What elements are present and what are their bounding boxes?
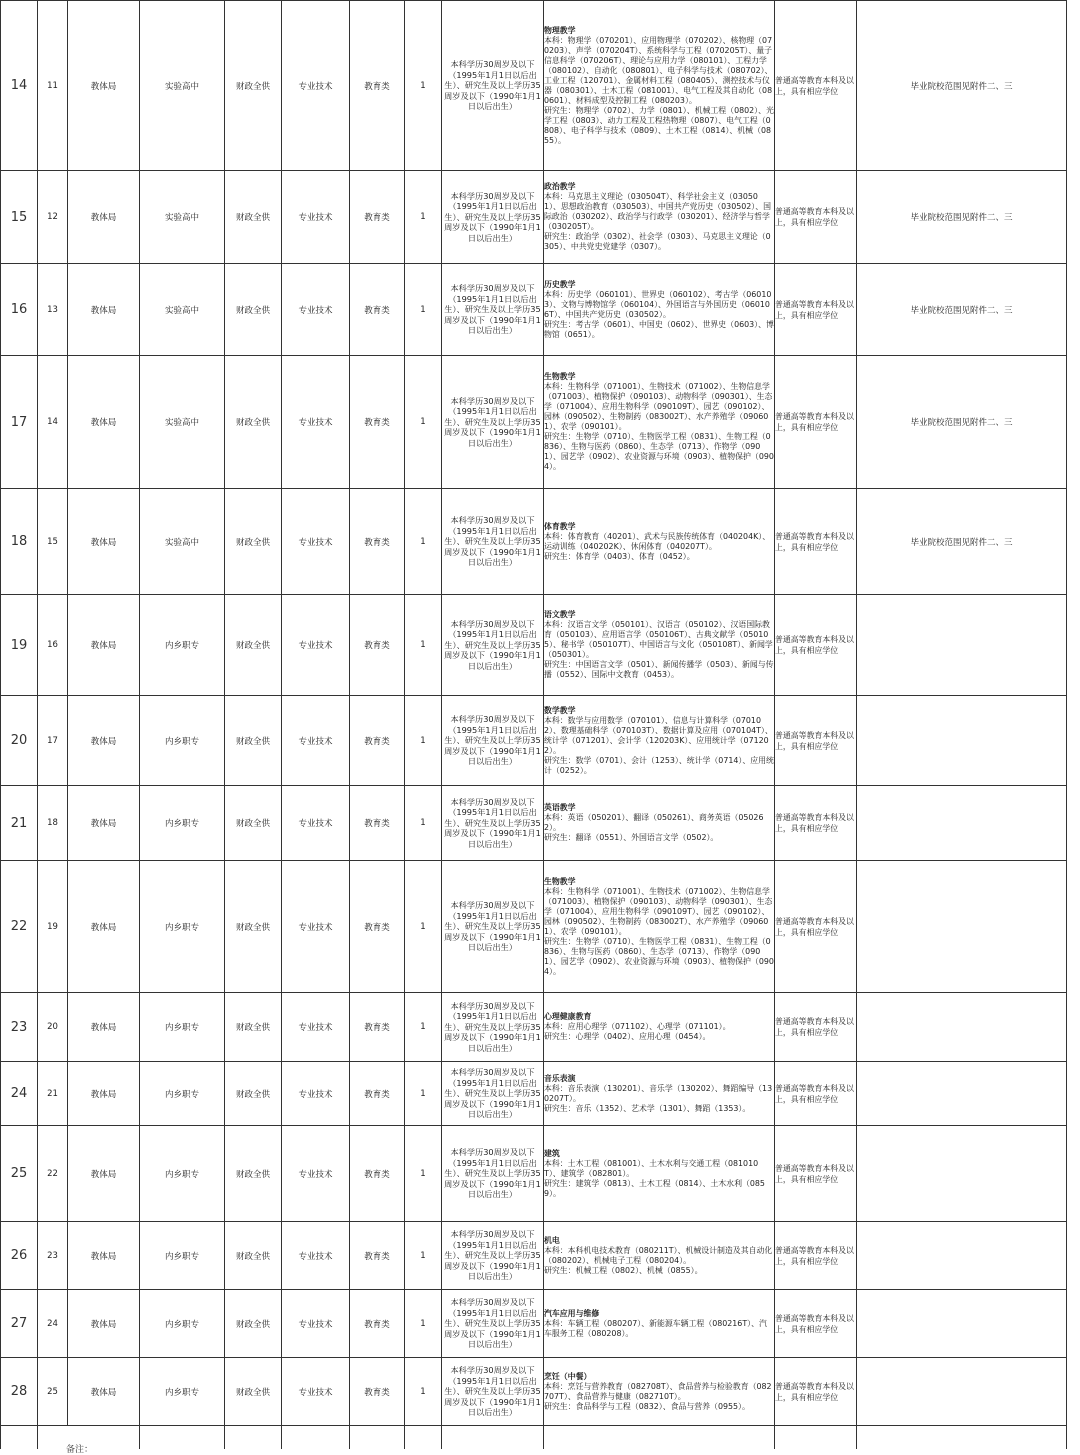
funding-type: 财政全供	[225, 1062, 282, 1126]
table-row	[1, 861, 1067, 993]
degree-requirement: 普通高等教育本科及以上，具有相应学位	[775, 861, 857, 993]
major-line: 本科：马克思主义理论（030504T）、科学社会主义（030501）、思想政治教育（030503）、中国共产党历史（030502）、国际政治（030202）、政治学与行政学（030201）、经济学与哲学（030205T）。	[544, 192, 772, 231]
row-number[interactable]: 21	[1, 786, 38, 861]
age-requirement: 本科学历30周岁及以下（1995年1月1日以后出生）、研究生及以上学历35周岁及以下（1990年1月1日以后出生）	[442, 861, 544, 993]
employer-unit: 内乡职专	[140, 696, 225, 786]
headcount: 1	[405, 696, 442, 786]
major-line: 研究生：政治学（0302）、社会学（0303）、马克思主义理论（0305）、中共党史党建学（0307）。	[544, 232, 771, 251]
post-category: 教育类	[350, 1, 405, 171]
major-title: 建筑	[544, 1148, 560, 1158]
remark: 毕业院校范围见附件二、三	[857, 489, 1067, 595]
serial-no: 22	[38, 1126, 68, 1222]
major-requirement	[544, 1290, 775, 1358]
major-line: 研究生：中国语言文学（0501）、新闻传播学（0503）、新闻与传播（0552）、国际中文教育（0453）。	[544, 660, 774, 679]
major-line: 研究生：食品科学与工程（0832）、食品与营养（0955）。	[544, 1401, 750, 1411]
major-requirement	[544, 1222, 775, 1290]
employer-unit: 内乡职专	[140, 1290, 225, 1358]
degree-requirement: 普通高等教育本科及以上，具有相应学位	[775, 1290, 857, 1358]
degree-requirement: 普通高等教育本科及以上，具有相应学位	[775, 1126, 857, 1222]
post-category: 教育类	[350, 993, 405, 1062]
post-category: 教育类	[350, 1290, 405, 1358]
employer-unit: 实验高中	[140, 489, 225, 595]
department: 教体局	[68, 1062, 140, 1126]
department: 教体局	[68, 861, 140, 993]
age-requirement: 本科学历30周岁及以下（1995年1月1日以后出生）、研究生及以上学历35周岁及以下（1990年1月1日以后出生）	[442, 171, 544, 264]
post-type: 专业技术	[282, 1062, 350, 1126]
age-requirement: 本科学历30周岁及以下（1995年1月1日以后出生）、研究生及以上学历35周岁及以下（1990年1月1日以后出生）	[442, 786, 544, 861]
degree-requirement: 普通高等教育本科及以上，具有相应学位	[775, 786, 857, 861]
major-line: 本科：车辆工程（080207）、新能源车辆工程（080216T）、汽车服务工程（080208）。	[544, 1318, 767, 1338]
funding-type: 财政全供	[225, 595, 282, 696]
headcount: 1	[405, 264, 442, 356]
remark	[857, 861, 1067, 993]
row-number[interactable]: 18	[1, 489, 38, 595]
funding-type: 财政全供	[225, 264, 282, 356]
post-category: 教育类	[350, 595, 405, 696]
major-line: 研究生：数学（0701）、会计（1253）、统计学（0714）、应用统计（0252）。	[544, 755, 774, 775]
funding-type: 财政全供	[225, 786, 282, 861]
table-row	[1, 786, 1067, 861]
headcount: 1	[405, 1126, 442, 1222]
row-number[interactable]: 24	[1, 1062, 38, 1126]
table-row	[1, 696, 1067, 786]
major-line: 本科：本科机电技术教育（080211T）、机械设计制造及其自动化（080202）、机械电子工程（080204）。	[544, 1245, 773, 1265]
major-requirement	[544, 861, 775, 993]
remark	[857, 1126, 1067, 1222]
major-line: 研究生：物理学（0702）、力学（0801）、机械工程（0802）、光学工程（0803）、动力工程及工程热物理（0807）、电气工程（0808）、电子科学与技术（0809）、土木工程（0814）、机械（0855）。	[544, 105, 774, 145]
major-requirement	[544, 489, 775, 595]
age-requirement: 本科学历30周岁及以下（1995年1月1日以后出生）、研究生及以上学历35周岁及以下（1990年1月1日以后出生）	[442, 1126, 544, 1222]
headcount: 1	[405, 1062, 442, 1126]
employer-unit: 内乡职专	[140, 1222, 225, 1290]
post-category: 教育类	[350, 1358, 405, 1426]
major-requirement	[544, 1062, 775, 1126]
funding-type: 财政全供	[225, 696, 282, 786]
major-title: 心理健康教育	[544, 1012, 592, 1021]
employer-unit: 内乡职专	[140, 595, 225, 696]
headcount: 1	[405, 489, 442, 595]
major-title: 数学教学	[544, 705, 576, 715]
major-title: 历史教学	[544, 279, 576, 289]
footer-fragment: 备注：	[66, 1445, 94, 1455]
post-category: 教育类	[350, 1222, 405, 1290]
table-row	[1, 993, 1067, 1062]
table-row	[1, 1222, 1067, 1290]
employer-unit: 内乡职专	[140, 1358, 225, 1426]
headcount: 1	[405, 1, 442, 171]
remark: 毕业院校范围见附件二、三	[857, 171, 1067, 264]
serial-no: 12	[38, 171, 68, 264]
employer-unit: 内乡职专	[140, 786, 225, 861]
serial-no: 17	[38, 696, 68, 786]
post-type: 专业技术	[282, 1358, 350, 1426]
row-number[interactable]: 28	[1, 1358, 38, 1426]
major-title: 英语教学	[544, 803, 576, 812]
major-line: 研究生：翻译（0551）、外国语言文学（0502）。	[544, 833, 719, 842]
remark	[857, 993, 1067, 1062]
funding-type: 财政全供	[225, 1290, 282, 1358]
post-type: 专业技术	[282, 356, 350, 489]
row-number[interactable]: 25	[1, 1126, 38, 1222]
table-row	[1, 1, 1067, 171]
remark	[857, 1222, 1067, 1290]
major-title: 体育教学	[544, 521, 576, 531]
department: 教体局	[68, 171, 140, 264]
major-line: 研究生：考古学（0601）、中国史（0602）、世界史（0603）、博物馆（0651）。	[544, 319, 774, 339]
serial-no: 15	[38, 489, 68, 595]
employer-unit: 内乡职专	[140, 861, 225, 993]
remark	[857, 595, 1067, 696]
post-category: 教育类	[350, 489, 405, 595]
funding-type: 财政全供	[225, 1358, 282, 1426]
table-row	[1, 1358, 1067, 1426]
major-title: 生物教学	[544, 372, 576, 381]
major-line: 本科：英语（050201）、翻译（050261）、商务英语（050262）。	[544, 813, 764, 832]
post-type: 专业技术	[282, 171, 350, 264]
headcount: 1	[405, 1290, 442, 1358]
headcount: 1	[405, 1222, 442, 1290]
post-type: 专业技术	[282, 993, 350, 1062]
post-type: 专业技术	[282, 489, 350, 595]
major-requirement	[544, 696, 775, 786]
funding-type: 财政全供	[225, 171, 282, 264]
serial-no: 23	[38, 1222, 68, 1290]
major-requirement	[544, 1126, 775, 1222]
serial-no: 16	[38, 595, 68, 696]
employer-unit: 实验高中	[140, 171, 225, 264]
major-line: 本科：汉语言文学（050101）、汉语言（050102）、汉语国际教育（050103）、应用语言学（050106T）、古典文献学（050105）、秘书学（050107T）、中国语言与文化（050108T）、新闻学（050301）。	[544, 620, 773, 659]
major-line: 本科：数学与应用数学（070101）、信息与计算科学（070102）、数理基础科学（070103T）、数据计算及应用（070104T）、统计学（071201）、会计学（120203K）、应用统计学（071202）。	[544, 715, 773, 755]
major-line: 研究生：机械工程（0802）、机械（0855）。	[544, 1265, 703, 1275]
major-line: 研究生：生物学（0710）、生物医学工程（0831）、生物工程（0836）、生物与医药（0860）、生态学（0713）、作物学（0901）、园艺学（0902）、农业资源与环境（0903）、植物保护（0904）。	[544, 936, 774, 976]
employer-unit: 内乡职专	[140, 1126, 225, 1222]
headcount: 1	[405, 356, 442, 489]
department: 教体局	[68, 786, 140, 861]
degree-requirement: 普通高等教育本科及以上，具有相应学位	[775, 1, 857, 171]
row-number[interactable]: 23	[1, 993, 38, 1062]
major-requirement	[544, 264, 775, 356]
post-type: 专业技术	[282, 1, 350, 171]
department: 教体局	[68, 1358, 140, 1426]
major-title: 物理教学	[544, 25, 576, 35]
department: 教体局	[68, 595, 140, 696]
major-line: 本科：音乐表演（130201）、音乐学（130202）、舞蹈编导（130207T）。	[544, 1083, 773, 1103]
remark	[857, 1062, 1067, 1126]
major-requirement	[544, 595, 775, 696]
major-requirement	[544, 356, 775, 489]
department: 教体局	[68, 1222, 140, 1290]
row-number[interactable]: 15	[1, 171, 38, 264]
funding-type: 财政全供	[225, 1, 282, 171]
degree-requirement: 普通高等教育本科及以上，具有相应学位	[775, 489, 857, 595]
row-number[interactable]: 22	[1, 861, 38, 993]
major-title: 汽车应用与维修	[544, 1308, 600, 1318]
department: 教体局	[68, 489, 140, 595]
major-line: 本科：烹饪与营养教育（082708T）、食品营养与检验教育（082707T）、食品营养与健康（082710T）。	[544, 1381, 772, 1401]
department: 教体局	[68, 264, 140, 356]
degree-requirement: 普通高等教育本科及以上，具有相应学位	[775, 993, 857, 1062]
major-requirement	[544, 993, 775, 1062]
department: 教体局	[68, 356, 140, 489]
major-title: 机电	[544, 1235, 560, 1245]
remark: 毕业院校范围见附件二、三	[857, 1, 1067, 171]
remark	[857, 696, 1067, 786]
degree-requirement: 普通高等教育本科及以上，具有相应学位	[775, 696, 857, 786]
table-row	[1, 264, 1067, 356]
major-line: 本科：体育教育（40201）、武术与民族传统体育（040204K）、运动训练（040202K）、休闲体育（040207T）。	[544, 531, 771, 551]
age-requirement: 本科学历30周岁及以下（1995年1月1日以后出生）、研究生及以上学历35周岁及以下（1990年1月1日以后出生）	[442, 1062, 544, 1126]
post-category: 教育类	[350, 861, 405, 993]
row-number[interactable]: 27	[1, 1290, 38, 1358]
next-row-fragment	[0, 1425, 1080, 1449]
post-type: 专业技术	[282, 861, 350, 993]
serial-no: 25	[38, 1358, 68, 1426]
funding-type: 财政全供	[225, 1126, 282, 1222]
major-title: 政治教学	[544, 182, 576, 191]
age-requirement: 本科学历30周岁及以下（1995年1月1日以后出生）、研究生及以上学历35周岁及以下（1990年1月1日以后出生）	[442, 595, 544, 696]
post-category: 教育类	[350, 1062, 405, 1126]
headcount: 1	[405, 1358, 442, 1426]
table-body	[1, 1, 1067, 1426]
table-row	[1, 1062, 1067, 1126]
remark	[857, 1358, 1067, 1426]
funding-type: 财政全供	[225, 356, 282, 489]
post-category: 教育类	[350, 171, 405, 264]
age-requirement: 本科学历30周岁及以下（1995年1月1日以后出生）、研究生及以上学历35周岁及以下（1990年1月1日以后出生）	[442, 489, 544, 595]
row-number[interactable]: 20	[1, 696, 38, 786]
headcount: 1	[405, 993, 442, 1062]
department: 教体局	[68, 1290, 140, 1358]
table-row	[1, 1290, 1067, 1358]
major-title: 语文教学	[544, 610, 576, 619]
post-category: 教育类	[350, 1126, 405, 1222]
major-line: 本科：历史学（060101）、世界史（060102）、考古学（060103）、文物与博物馆学（060104）、外国语言与外国历史（060106T）、中国共产党历史（030502）。	[544, 289, 772, 319]
remark: 毕业院校范围见附件二、三	[857, 356, 1067, 489]
headcount: 1	[405, 595, 442, 696]
department: 教体局	[68, 1, 140, 171]
serial-no: 11	[38, 1, 68, 171]
major-requirement	[544, 786, 775, 861]
major-title: 生物教学	[544, 876, 576, 886]
degree-requirement: 普通高等教育本科及以上，具有相应学位	[775, 595, 857, 696]
major-requirement	[544, 1, 775, 171]
serial-no: 20	[38, 993, 68, 1062]
degree-requirement: 普通高等教育本科及以上，具有相应学位	[775, 1222, 857, 1290]
post-type: 专业技术	[282, 786, 350, 861]
row-number[interactable]: 26	[1, 1222, 38, 1290]
post-type: 专业技术	[282, 595, 350, 696]
major-title: 烹饪（中餐）	[544, 1371, 592, 1381]
degree-requirement: 普通高等教育本科及以上，具有相应学位	[775, 1358, 857, 1426]
headcount: 1	[405, 861, 442, 993]
major-title: 音乐表演	[544, 1073, 576, 1083]
department: 教体局	[68, 696, 140, 786]
remark: 毕业院校范围见附件二、三	[857, 264, 1067, 356]
major-requirement	[544, 171, 775, 264]
age-requirement: 本科学历30周岁及以下（1995年1月1日以后出生）、研究生及以上学历35周岁及以下（1990年1月1日以后出生）	[442, 1290, 544, 1358]
funding-type: 财政全供	[225, 489, 282, 595]
headcount: 1	[405, 171, 442, 264]
funding-type: 财政全供	[225, 1222, 282, 1290]
table-row	[1, 595, 1067, 696]
major-line: 研究生：建筑学（0813）、土木工程（0814）、土木水利（0859）。	[544, 1178, 765, 1198]
age-requirement: 本科学历30周岁及以下（1995年1月1日以后出生）、研究生及以上学历35周岁及以下（1990年1月1日以后出生）	[442, 1, 544, 171]
post-type: 专业技术	[282, 1222, 350, 1290]
row-number[interactable]: 17	[1, 356, 38, 489]
serial-no: 18	[38, 786, 68, 861]
age-requirement: 本科学历30周岁及以下（1995年1月1日以后出生）、研究生及以上学历35周岁及以下（1990年1月1日以后出生）	[442, 1358, 544, 1426]
table-row	[1, 356, 1067, 489]
post-type: 专业技术	[282, 1126, 350, 1222]
post-type: 专业技术	[282, 1290, 350, 1358]
post-category: 教育类	[350, 264, 405, 356]
age-requirement: 本科学历30周岁及以下（1995年1月1日以后出生）、研究生及以上学历35周岁及以下（1990年1月1日以后出生）	[442, 264, 544, 356]
age-requirement: 本科学历30周岁及以下（1995年1月1日以后出生）、研究生及以上学历35周岁及以下（1990年1月1日以后出生）	[442, 993, 544, 1062]
age-requirement: 本科学历30周岁及以下（1995年1月1日以后出生）、研究生及以上学历35周岁及以下（1990年1月1日以后出生）	[442, 696, 544, 786]
major-line: 研究生：体育学（0403）、体育（0452）。	[544, 551, 695, 561]
major-line: 本科：生物科学（071001）、生物技术（071002）、生物信息学（071003）、植物保护（090103）、动物科学（090301）、生态学（071004）、应用生物科学（090109T）、园艺（090102）、园林（090502）、生物制药（083002T）、水产养殖学（090601）、农学（090101）。	[544, 382, 773, 431]
department: 教体局	[68, 993, 140, 1062]
degree-requirement: 普通高等教育本科及以上，具有相应学位	[775, 171, 857, 264]
post-category: 教育类	[350, 786, 405, 861]
table-row	[1, 171, 1067, 264]
remark	[857, 786, 1067, 861]
major-line: 本科：生物科学（071001）、生物技术（071002）、生物信息学（071003）、植物保护（090103）、动物科学（090301）、生态学（071004）、应用生物科学（090109T）、园艺（090102）、园林（090502）、生物制药（083002T）、水产养殖学（090601）、农学（090101）。	[544, 886, 773, 936]
serial-no: 13	[38, 264, 68, 356]
age-requirement: 本科学历30周岁及以下（1995年1月1日以后出生）、研究生及以上学历35周岁及以下（1990年1月1日以后出生）	[442, 356, 544, 489]
serial-no: 14	[38, 356, 68, 489]
employer-unit: 实验高中	[140, 264, 225, 356]
serial-no: 19	[38, 861, 68, 993]
row-number[interactable]: 14	[1, 1, 38, 171]
major-line: 本科：物理学（070201）、应用物理学（070202）、核物理（070203）、声学（070204T）、系统科学与工程（070205T）、量子信息科学（070206T）、理论与应用力学（080101）、工程力学（080102）、自动化（080801）、电子科学与技术（080702）、工业工程（120701）、金属材料工程（080405）、测控技术与仪器（080301）、土木工程（081001）、电气工程及其自动化（080601）、材料成型及控制工程（080203）。	[544, 35, 773, 105]
headcount: 1	[405, 786, 442, 861]
funding-type: 财政全供	[225, 993, 282, 1062]
employer-unit: 内乡职专	[140, 993, 225, 1062]
funding-type: 财政全供	[225, 861, 282, 993]
remark	[857, 1290, 1067, 1358]
table-row	[1, 489, 1067, 595]
post-category: 教育类	[350, 356, 405, 489]
employer-unit: 实验高中	[140, 356, 225, 489]
post-type: 专业技术	[282, 696, 350, 786]
major-line: 本科：应用心理学（071102）、心理学（071101）。	[544, 1022, 731, 1031]
row-number[interactable]: 16	[1, 264, 38, 356]
major-line: 本科：土木工程（081001）、土木水利与交通工程（081010T）、建筑学（082801）。	[544, 1158, 759, 1178]
table-row	[1, 1126, 1067, 1222]
serial-no: 21	[38, 1062, 68, 1126]
major-line: 研究生：音乐（1352）、艺术学（1301）、舞蹈（1353）。	[544, 1103, 751, 1113]
degree-requirement: 普通高等教育本科及以上，具有相应学位	[775, 1062, 857, 1126]
row-number[interactable]: 19	[1, 595, 38, 696]
post-category: 教育类	[350, 696, 405, 786]
major-requirement	[544, 1358, 775, 1426]
major-line: 研究生：心理学（0402）、应用心理（0454）。	[544, 1032, 711, 1041]
employer-unit: 内乡职专	[140, 1062, 225, 1126]
serial-no: 24	[38, 1290, 68, 1358]
age-requirement: 本科学历30周岁及以下（1995年1月1日以后出生）、研究生及以上学历35周岁及以下（1990年1月1日以后出生）	[442, 1222, 544, 1290]
degree-requirement: 普通高等教育本科及以上，具有相应学位	[775, 356, 857, 489]
major-line: 研究生：生物学（0710）、生物医学工程（0831）、生物工程（0836）、生物与医药（0860）、生态学（0713）、作物学（0901）、园艺学（0902）、农业资源与环境（0903）、植物保护（0904）。	[544, 432, 774, 471]
employer-unit: 实验高中	[140, 1, 225, 171]
degree-requirement: 普通高等教育本科及以上，具有相应学位	[775, 264, 857, 356]
post-type: 专业技术	[282, 264, 350, 356]
department: 教体局	[68, 1126, 140, 1222]
